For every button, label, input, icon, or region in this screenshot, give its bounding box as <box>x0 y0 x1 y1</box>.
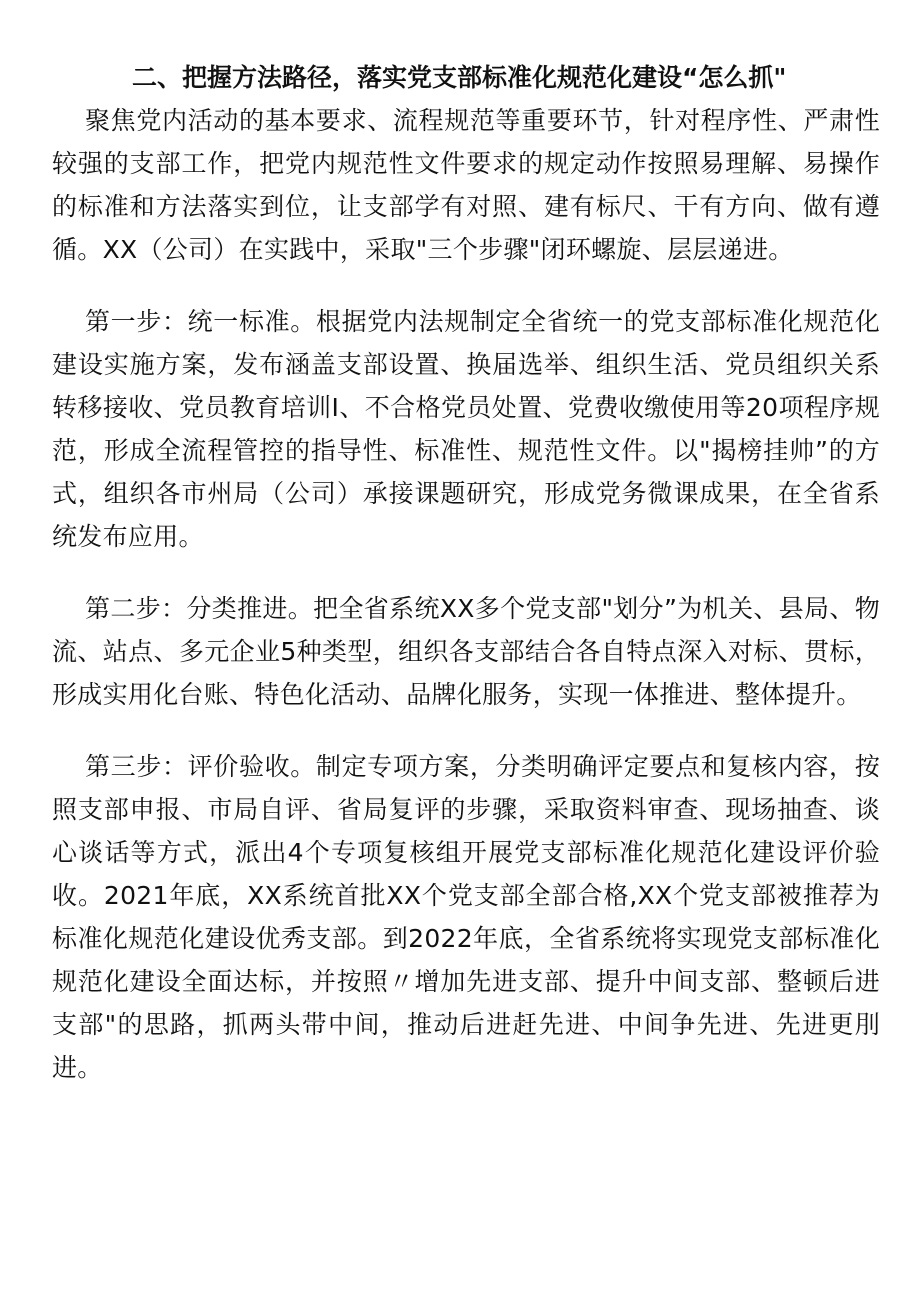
paragraph-step-one: 第一步：统一标准。根据党内法规制定全省统一的党支部标准化规范化建设实施方案，发布涵盖支部设置、换届选举、组织生活、党员组织关系转移接收、党员教育培训I、不合格党员处置、党费收缴使用等20项程序规范，形成全流程管控的指导性、标准性、规范性文件。以"揭榜挂帅”的方式，组织各市州局（公司）承接课题研究，形成党务微课成果，在全省系统发布应用。 <box>52 307 880 551</box>
paragraph-intro: 聚焦党内活动的基本要求、流程规范等重要环节，针对程序性、严肃性较强的支部工作，把党内规范性文件要求的规定动作按照易理解、易操作的标准和方法落实到位，让支部学有对照、建有标尺、干有方向、做有遵循。XX（公司）在实践中，采取"三个步骤"闭环螺旋、层层递进。 <box>52 106 880 264</box>
section-heading: 二、把握方法路径，落实党支部标准化规范化建设“怎么抓" <box>132 63 787 92</box>
paragraph-step-three: 第三步：评价验收。制定专项方案，分类明确评定要点和复核内容，按照支部申报、市局自评、省局复评的步骤，采取资料审查、现场抽查、谈心谈话等方式，派出4个专项复核组开展党支部标准化规范化建设评价验收。2021年底，XX系统首批XX个党支部全部合格,XX个党支部被推荐为标准化规范化建设优秀支部。到2022年底，全省系统将实现党支部标准化规范化建设全面达标，并按照〃增加先进支部、提升中间支部、整顿后进支部"的思路，抓两头带中间，推动后进赶先进、中间争先进、先进更刖进。 <box>52 752 880 1082</box>
paragraph-step-two: 第二步：分类推进。把全省系统XX多个党支部"划分”为机关、县局、物流、站点、多元企业5种类型，组织各支部结合各自特点深入对标、贯标，形成实用化台账、特色化活动、品牌化服务，实现一体推进、整体提升。 <box>52 594 880 709</box>
